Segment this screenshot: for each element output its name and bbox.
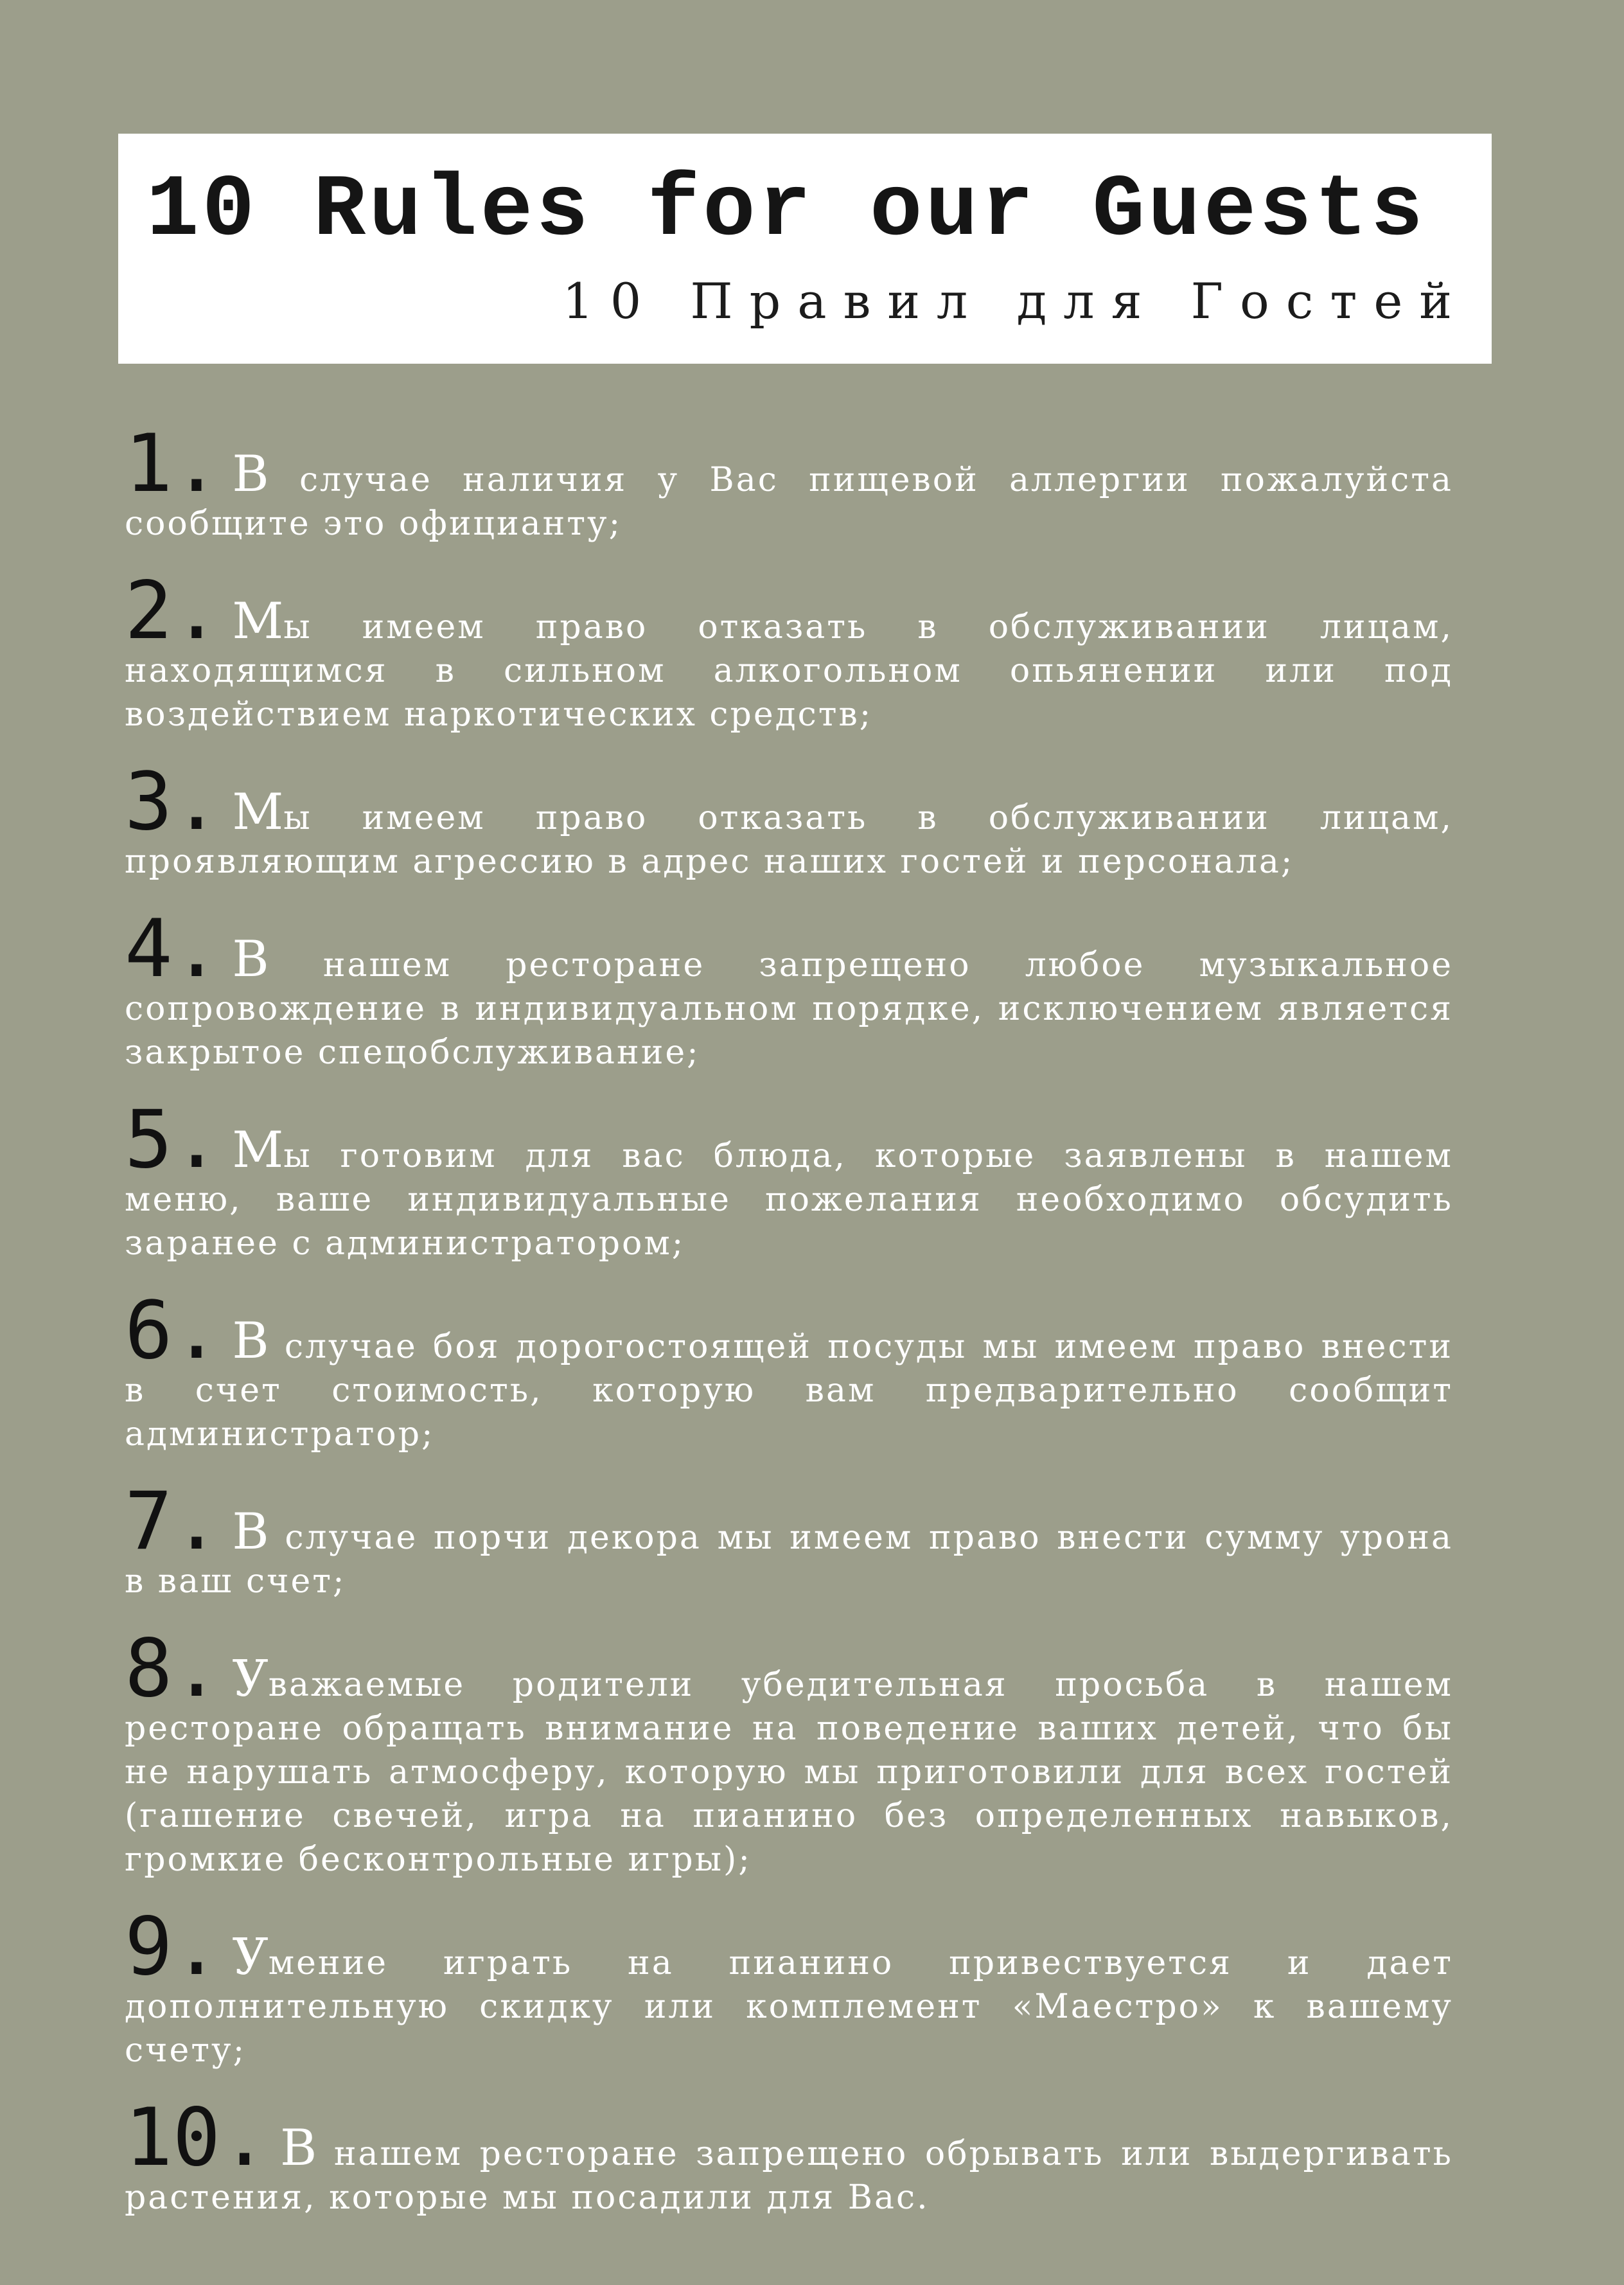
rule-lead-letter: В — [232, 1312, 269, 1370]
rule-item-10 — [125, 2092, 1453, 2219]
rule-text: нашем ресторане запрещено обрывать или выдергивать растения, которые мы посадили для Вас. — [125, 2135, 1453, 2217]
rule-text: ы имеем право отказать в обслуживании лицам, находящимся в сильном алкогольном опьянении или под воздействием наркотических средств; — [125, 608, 1453, 734]
rule-item-8 — [125, 1623, 1453, 1881]
rule-item-2 — [125, 565, 1453, 736]
page-subtitle: 10 Правил для Гостей — [562, 272, 1469, 330]
rule-lead-letter: В — [232, 930, 269, 988]
rule-number: 3. — [125, 756, 221, 848]
rule-lead-letter: М — [232, 592, 284, 650]
rule-number: 5. — [125, 1094, 221, 1186]
rule-lead-letter: М — [232, 783, 284, 841]
rule-number: 6. — [125, 1285, 221, 1377]
rule-text: нашем ресторане запрещено любое музыкальное сопровождение в индивидуальном порядке, исключением является закрытое спецобслуживание; — [125, 946, 1453, 1072]
rule-text: важаемые родители убедительная просьба в нашем ресторане обращать внимание на поведение ваших детей, что бы не нарушать атмосферу, которую мы приготовили для всех гостей (гашение свечей, игра на пианино без определенных навыков, громкие бесконтрольные игры); — [125, 1666, 1453, 1879]
rule-number: 1. — [125, 418, 221, 510]
rule-lead-letter: У — [232, 1928, 269, 1986]
rule-lead-letter: В — [279, 2119, 317, 2177]
rule-number: 2. — [125, 565, 221, 657]
rule-number: 9. — [125, 1901, 221, 1993]
rule-item-1 — [125, 418, 1454, 546]
rule-number: 10. — [125, 2092, 269, 2184]
rule-text: мение играть на пианино привествуется и дает дополнительную скидку или комплемент «Маестро» к вашему счету; — [125, 1944, 1453, 2070]
rule-number: 7. — [125, 1475, 221, 1568]
rule-lead-letter: У — [232, 1650, 269, 1708]
page-title: 10 Rules for our Guests — [146, 161, 1427, 260]
rule-lead-letter: В — [232, 445, 269, 503]
rule-text: случае наличия у Вас пищевой аллергии пожалуйста сообщите это официанту; — [125, 461, 1454, 543]
rule-item-3 — [125, 756, 1453, 884]
rule-lead-letter: В — [232, 1503, 269, 1561]
rules-list — [125, 398, 1453, 2231]
rule-item-5 — [125, 1094, 1453, 1265]
rule-text: ы готовим для вас блюда, которые заявлены в нашем меню, ваше индивидуальные пожелания необходимо обсудить заранее с администратором; — [125, 1137, 1453, 1263]
rule-text: ы имеем право отказать в обслуживании лицам, проявляющим агрессию в адрес наших гостей и персонала; — [125, 799, 1453, 881]
rule-text: случае порчи декора мы имеем право внести сумму урона в ваш счет; — [125, 1518, 1454, 1601]
rule-item-7 — [125, 1475, 1454, 1603]
rule-number: 8. — [125, 1623, 221, 1715]
rule-text: случае боя дорогостоящей посуды мы имеем право внести в счет стоимость, которую вам предварительно сообщит администратор; — [125, 1328, 1453, 1454]
title-banner — [118, 134, 1492, 364]
rule-item-6 — [125, 1285, 1453, 1456]
rule-item-4 — [125, 903, 1453, 1074]
rule-item-9 — [125, 1901, 1453, 2072]
rule-number: 4. — [125, 903, 221, 995]
rule-lead-letter: М — [232, 1121, 284, 1179]
